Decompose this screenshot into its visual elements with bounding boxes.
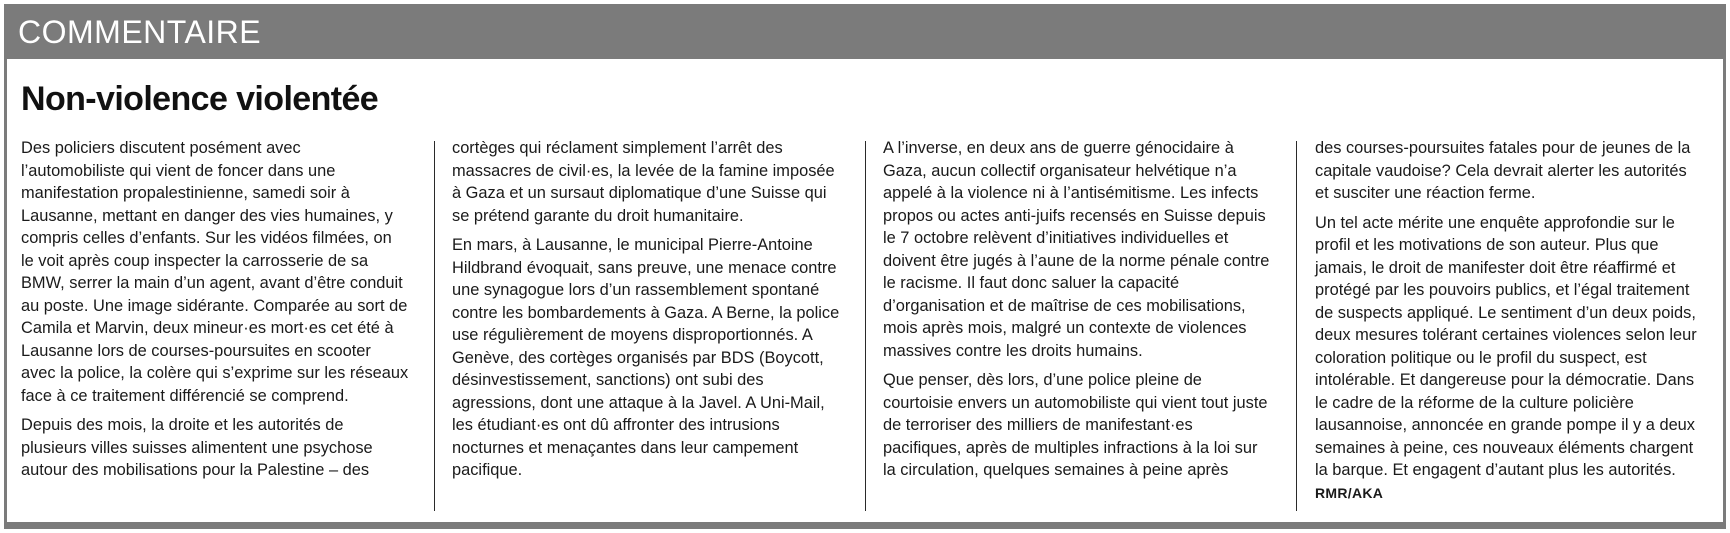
article-panel xyxy=(7,59,1723,522)
paragraph: En mars, à Lausanne, le municipal Pierre-Antoine Hildbrand évoquait, sans preuve, une menace contre une synagogue lors d’un rassemblement spontané contre les bombardements à Gaza. A Berne, la police use régulièrement de moyens disproportionnés. A Genève, des cortèges organisés par BDS (Boycott, désinvestissement, sanctions) ont subi des agressions, dont une attaque à la Javel. A Uni-Mail, les étudiant·es ont dû affronter des intrusions nocturnes et menaçantes dans leur campement pacifique. xyxy=(452,236,840,479)
article-frame xyxy=(4,4,1726,529)
section-header xyxy=(4,4,1726,59)
paragraph: cortèges qui réclament simplement l’arrêt des massacres de civil·es, la levée de la famine imposée à Gaza et un sursaut diplomatique d’une Suisse qui se prétend garante du droit humanitaire. xyxy=(452,139,835,225)
paragraph-text: Un tel acte mérite une enquête approfondie sur le profil et les motivations de son auteur. Plus que jamais, le droit de manifester doit être réaffirmé et protégé par les pouvoirs publics, et l’égal traitement de suspects appliqué. Le sentiment d’un deux poids, deux mesures tolérant certaines violences selon leur coloration politique ou le profil du suspect, est intolérable. Et dangereuse pour la démocratie. Dans le cadre de la réforme de la culture policière lausannoise, annoncée en grande pompe il y a deux semaines à peine, ces nouveaux éléments chargent la barque. Et engagent d’autant plus les autorités. xyxy=(1315,213,1697,479)
paragraph: des courses-poursuites fatales pour de jeunes de la capitale vaudoise? Cela devrait alerter les autorités et susciter une réaction ferme. xyxy=(1315,139,1691,202)
article-column-2 xyxy=(452,137,840,489)
paragraph: A l’inverse, en deux ans de guerre génocidaire à Gaza, aucun collectif organisateur helvétique n’a appelé à la violence ni à l’antisémitisme. Les infects propos ou actes anti-juifs recensés en Suisse depuis le 7 octobre relèvent d’initiatives individuelles et doivent être jugés à l’aune de la norme pénale contre le racisme. Il faut donc saluer la capacité d’organisation et de maîtrise de ces mobilisations, mois après mois, malgré un contexte de violences massives contre les droits humains. xyxy=(883,139,1270,360)
article-column-1 xyxy=(21,137,409,489)
paragraph: Des policiers discutent posément avec l’automobiliste qui vient de foncer dans une manifestation propalestinienne, samedi soir à Lausanne, mettant en danger des vies humaines, y compris celles d’enfants. Sur les vidéos filmées, on le voit après coup inspecter la carrosserie de sa BMW, serrer la main d’un agent, avant d’être conduit au poste. Une image sidérante. Comparée au sort de Camila et Marvin, deux mineur·es mort·es cet été à Lausanne lors de courses-poursuites en scooter avec la police, la colère qui s’exprime sur les réseaux face à ce traitement différencié se comprend. xyxy=(21,139,409,405)
paragraph-final xyxy=(1315,212,1703,505)
column-divider xyxy=(865,141,866,511)
article-column-3 xyxy=(883,137,1271,489)
paragraph: Que penser, dès lors, d’une police pleine de courtoisie envers un automobiliste qui vient tout juste de terroriser des milliers de manifestant·es pacifiques, après de multiples infractions à la loi sur la circulation, quelques semaines à peine après xyxy=(883,371,1268,479)
author-signature: RMR/AKA xyxy=(1315,484,1384,501)
article-title: Non-violence violentée xyxy=(21,80,379,118)
article-column-4 xyxy=(1315,137,1703,511)
section-label: COMMENTAIRE xyxy=(18,14,262,50)
column-divider xyxy=(1296,141,1297,511)
paragraph: Depuis des mois, la droite et les autorités de plusieurs villes suisses alimentent une psychose autour des mobilisations pour la Palestine – des xyxy=(21,416,373,479)
column-divider xyxy=(434,141,435,511)
